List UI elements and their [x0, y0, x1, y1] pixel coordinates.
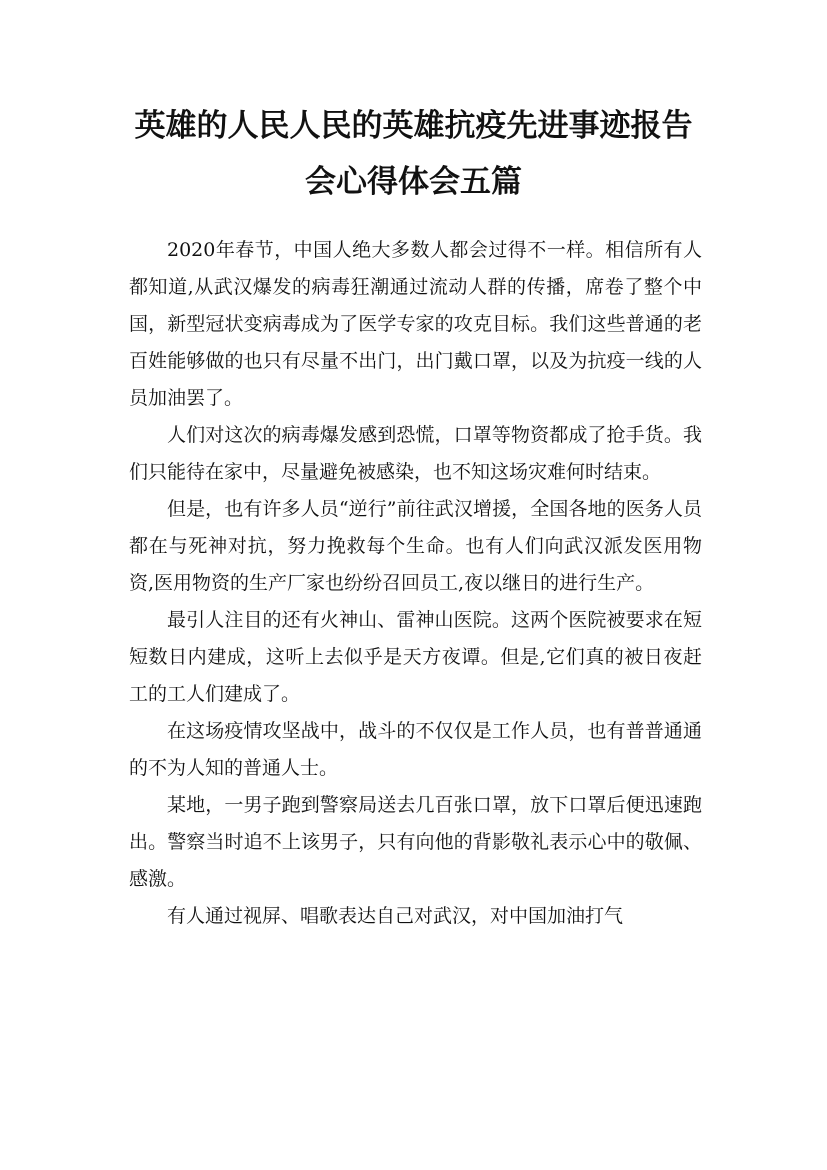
document-title — [100, 98, 727, 210]
document-body — [129, 232, 702, 935]
paragraph-7: 有人通过视屏、唱歌表达自己对武汉，对中国加油打气 — [167, 905, 624, 927]
paragraph-1: 2020年春节，中国人绝大多数人都会过得不一样。相信所有人都知道,从武汉爆发的病毒狂潮通过流动人群的传播，席卷了整个中国，新型冠状变病毒成为了医学专家的攻克目标。我们这些普通的老百姓能够做的也只有尽量不出门，出门戴口罩，以及为抗疫一线的人员加油罢了。 — [129, 239, 702, 409]
paragraph-2: 人们对这次的病毒爆发感到恐慌，口罩等物资都成了抢手货。我们只能待在家中，尽量避免被感染，也不知这场灾难何时结束。 — [129, 424, 702, 483]
paragraph-6: 某地，一男子跑到警察局送去几百张口罩，放下口罩后便迅速跑出。警察当时追不上该男子，只有向他的背影敬礼表示心中的敬佩、感激。 — [129, 794, 702, 890]
title-line-2: 会心得体会五篇 — [305, 164, 522, 200]
paragraph-5: 在这场疫情攻坚战中，战斗的不仅仅是工作人员，也有普普通通的不为人知的普通人士。 — [129, 720, 702, 779]
paragraph-4: 最引人注目的还有火神山、雷神山医院。这两个医院被要求在短短数日内建成，这听上去似乎是天方夜谭。但是,它们真的被日夜赶工的工人们建成了。 — [129, 609, 702, 705]
title-line-1: 英雄的人民人民的英雄抗疫先进事迹报告 — [134, 108, 693, 144]
paragraph-3: 但是，也有许多人员“逆行”前往武汉增援，全国各地的医务人员都在与死神对抗，努力挽救每个生命。也有人们向武汉派发医用物资,医用物资的生产厂家也纷纷召回员工,夜以继日的进行生产。 — [129, 498, 702, 594]
